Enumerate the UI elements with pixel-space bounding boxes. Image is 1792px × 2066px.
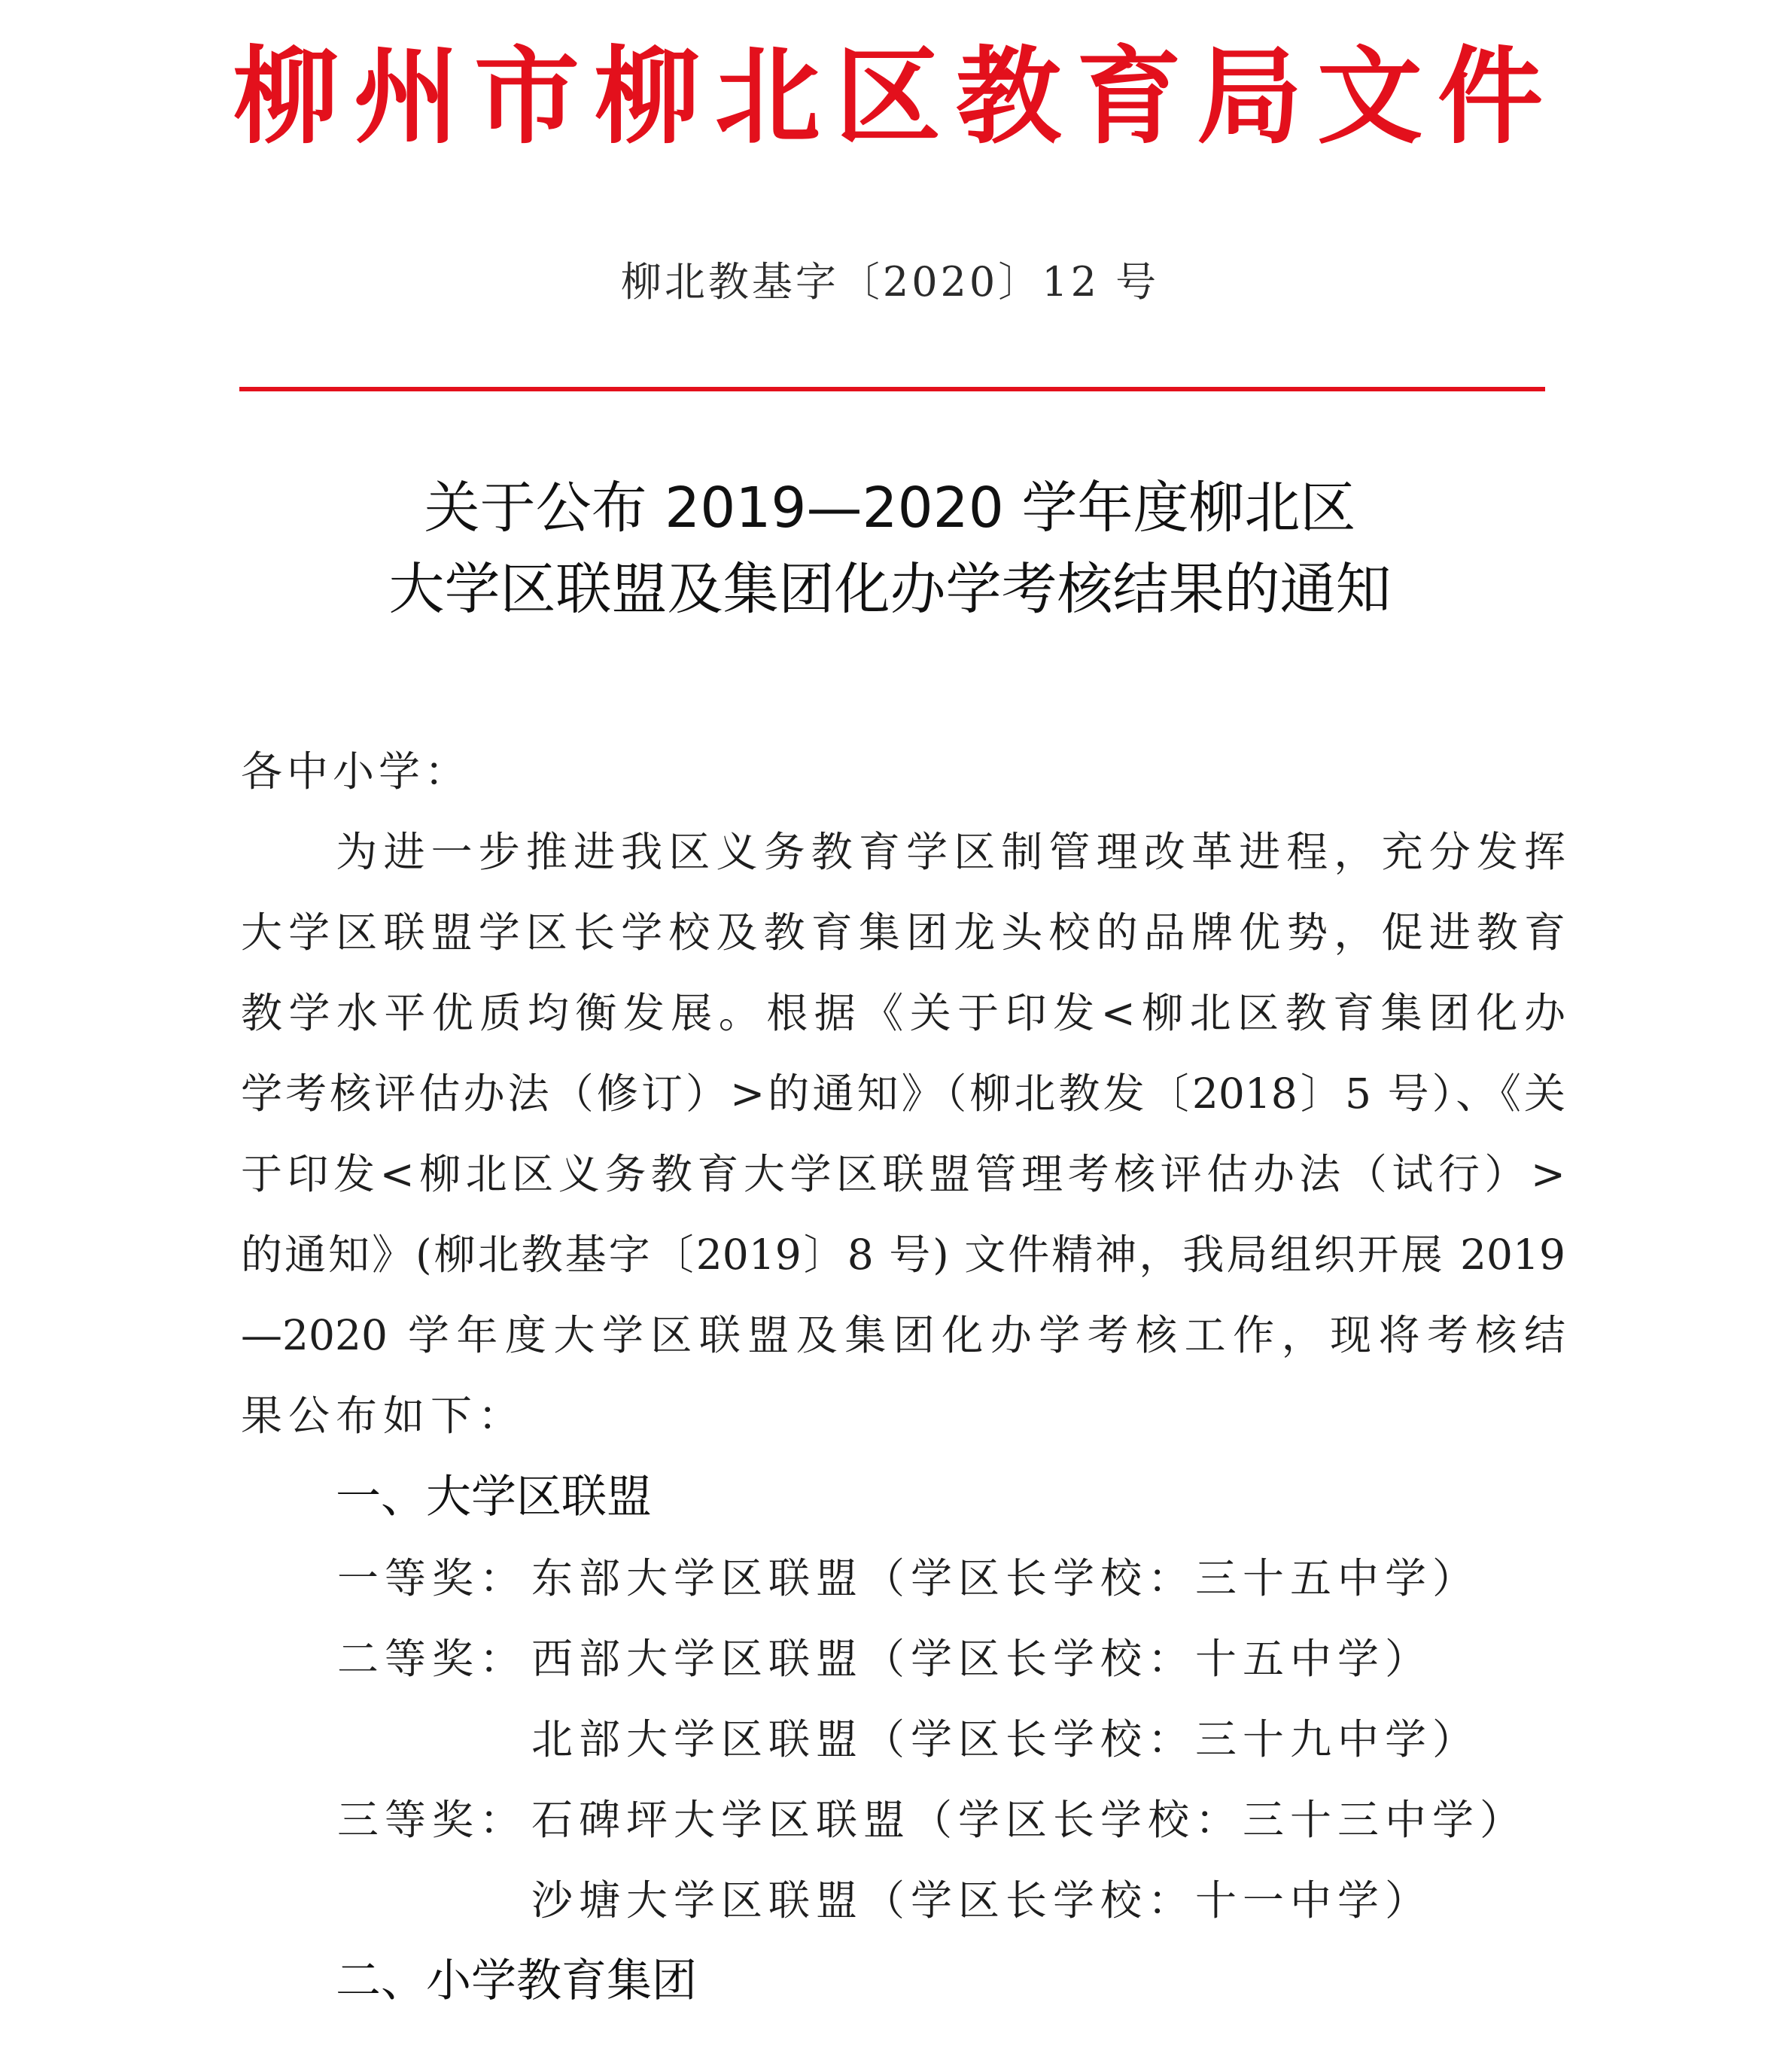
document-number: 柳北教基字〔2020〕12 号 bbox=[620, 258, 1160, 306]
agency-header-title: 柳州市柳北区教育局文件 bbox=[233, 36, 1559, 159]
award-label: 一等奖： bbox=[337, 1554, 528, 1602]
notice-title-line-2: 大学区联盟及集团化办学考核结果的通知 bbox=[388, 557, 1392, 622]
award-row bbox=[337, 1790, 1527, 1850]
paragraph-line: —2020 学年度大学区联盟及集团化办学考核工作，现将考核结 bbox=[241, 1311, 1565, 1359]
award-value: 北部大学区联盟（学区长学校：三十九中学） bbox=[531, 1715, 1480, 1763]
paragraph-line: 于印发<柳北区义务教育大学区联盟管理考核评估办法（试行）> bbox=[241, 1150, 1565, 1198]
paragraph-line: 学考核评估办法（修订）>的通知》（柳北教发〔2018〕5 号）、《关 bbox=[241, 1070, 1565, 1118]
section-heading-1: 一、大学区联盟 bbox=[336, 1471, 652, 1523]
paragraph-line: 大学区联盟学区长学校及教育集团龙头校的品牌优势，促进教育 bbox=[241, 908, 1565, 957]
award-value: 东部大学区联盟（学区长学校：三十五中学） bbox=[531, 1554, 1480, 1602]
notice-title-line-1: 关于公布 2019—2020 学年度柳北区 bbox=[424, 476, 1356, 540]
award-value: 沙塘大学区联盟（学区长学校：十一中学） bbox=[531, 1876, 1433, 1925]
award-row bbox=[337, 1709, 1480, 1769]
award-label: 三等奖： bbox=[337, 1796, 528, 1844]
award-value: 石碑坪大学区联盟（学区长学校：三十三中学） bbox=[531, 1796, 1528, 1844]
paragraph-line: 教学水平优质均衡发展。根据《关于印发<柳北区教育集团化办 bbox=[241, 989, 1565, 1037]
award-label: 二等奖： bbox=[337, 1635, 528, 1683]
award-row bbox=[337, 1548, 1480, 1608]
award-row bbox=[337, 1870, 1432, 1931]
section-heading-2: 二、小学教育集团 bbox=[336, 1955, 697, 2007]
award-value: 西部大学区联盟（学区长学校：十五中学） bbox=[531, 1635, 1433, 1683]
red-divider-line bbox=[239, 387, 1545, 391]
salutation: 各中小学： bbox=[241, 747, 471, 796]
paragraph-line: 为进一步推进我区义务教育学区制管理改革进程，充分发挥 bbox=[241, 828, 1565, 876]
paragraph-line: 果公布如下： bbox=[241, 1392, 526, 1440]
paragraph-line: 的通知》(柳北教基字〔2019〕8 号) 文件精神，我局组织开展 2019 bbox=[241, 1231, 1565, 1279]
award-row bbox=[337, 1629, 1432, 1689]
